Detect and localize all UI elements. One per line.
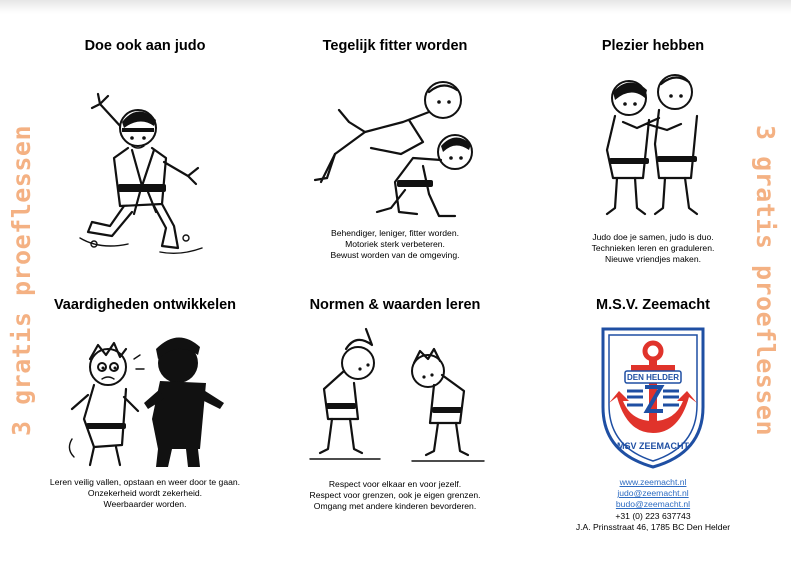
panel-doe-ook-aan-judo: [40, 38, 250, 256]
panel-title: M.S.V. Zeemacht: [596, 297, 710, 313]
panel-text-line: Leren veilig vallen, opstaan en weer door te gaan.: [49, 477, 241, 487]
website-link[interactable]: www.zeemacht.nl: [619, 477, 687, 487]
panel-title: Normen & waarden leren: [309, 297, 481, 313]
panel-tegelijk-fitter-worden: [290, 38, 500, 262]
panel-text-line: Behendiger, leniger, fitter worden.: [330, 228, 460, 238]
logo-top-text: DEN HELDER: [626, 373, 680, 382]
judokas-bowing-illustration: [300, 319, 490, 469]
phone-number: +31 (0) 223 637743: [615, 510, 691, 521]
panel-text-line: Respect voor elkaar en voor jezelf.: [328, 479, 462, 489]
panel-text-line: Weerbaarder worden.: [103, 499, 187, 510]
judo-email-link[interactable]: judo@zeemacht.nl: [617, 488, 689, 499]
window-top-edge: [0, 0, 791, 14]
judo-throw-illustration: [305, 62, 485, 222]
panel-normen-waarden-leren: [290, 297, 500, 513]
panel-text-line: Bewust worden van de omgeving.: [330, 250, 460, 261]
msv-zeemacht-logo: [597, 321, 709, 471]
panel-title: Plezier hebben: [601, 38, 705, 54]
address: J.A. Prinsstraat 46, 1785 BC Den Helder: [575, 521, 731, 532]
side-banner-right-text: 3 gratis proeflessen: [751, 124, 781, 437]
side-banner-left-text: 3 gratis proeflessen: [7, 124, 37, 437]
panel-vaardigheden-ontwikkelen: [40, 297, 250, 511]
panel-plezier-hebben: [548, 38, 758, 266]
judoka-and-shadow-illustration: [60, 319, 230, 469]
panel-title: Doe ook aan judo: [84, 38, 206, 54]
logo-bottom-text: MSV ZEEMACHT: [617, 441, 689, 451]
budo-email-link[interactable]: budo@zeemacht.nl: [615, 499, 691, 510]
panel-text-line: Respect voor grenzen, ook je eigen grenzen.: [309, 490, 481, 501]
panel-text-line: Onzekerheid wordt zekerheid.: [87, 488, 203, 499]
side-banner-left: [2, 0, 42, 561]
panel-text-line: Judo doe je samen, judo is duo.: [592, 232, 714, 242]
panel-text-line: Technieken leren en graduleren.: [591, 243, 715, 254]
panel-text-line: Motoriek sterk verbeteren.: [345, 239, 445, 250]
panel-text-line: Nieuwe vriendjes maken.: [604, 254, 701, 265]
two-judokas-hugging-illustration: [593, 58, 713, 226]
panel-title: Tegelijk fitter worden: [322, 38, 468, 54]
panel-text-line: Omgang met andere kinderen bevorderen.: [313, 501, 477, 512]
panel-msv-zeemacht: [548, 297, 758, 533]
panel-title: Vaardigheden ontwikkelen: [53, 297, 237, 313]
judoka-jumping-illustration: [70, 66, 220, 256]
